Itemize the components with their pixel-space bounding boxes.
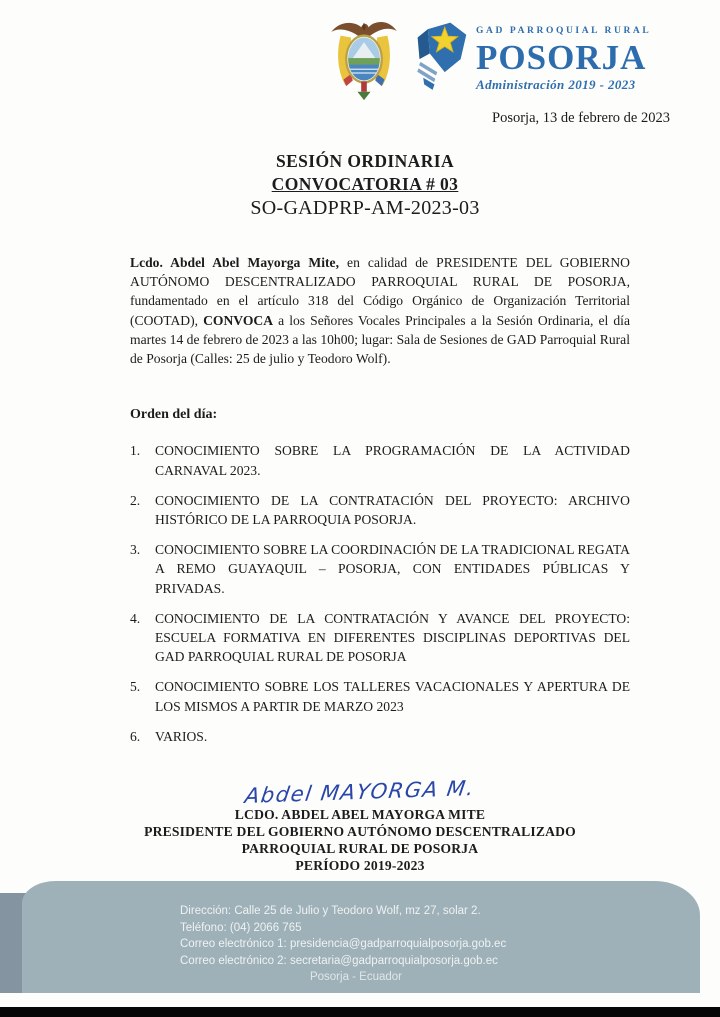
president-name-bold: Lcdo. Abdel Abel Mayorga Mite, bbox=[130, 255, 339, 270]
title-convocatoria-number: CONVOCATORIA # 03 bbox=[271, 174, 459, 194]
agenda-item-number: 5. bbox=[130, 679, 141, 695]
signer-name: LCDO. ABDEL ABEL MAYORGA MITE bbox=[234, 807, 486, 822]
paragraph-segment: a los Señores Vocales Principales a la Sesión Ordinaria, el día martes 14 de febrero de 2023 a las 10h00; lugar: Sala de Sesiones de GAD Parroquial Rural de Posorja (Calles: 25 de julio y Teodoro Wolf). bbox=[130, 312, 630, 367]
convocatoria-paragraph bbox=[130, 253, 630, 368]
document-header bbox=[326, 16, 651, 102]
agenda-item-text: CONOCIMIENTO SOBRE LA PROGRAMACIÓN DE LA ACTIVIDAD CARNAVAL 2023. bbox=[155, 443, 630, 478]
agenda-item-text: CONOCIMIENTO SOBRE LA COORDINACIÓN DE LA TRADICIONAL REGATA A REMO GUAYAQUIL – POSORJA, CON ENTIDADES PÚBLICAS Y PRIVADAS. bbox=[155, 542, 630, 596]
paragraph-segment: en calidad de PRESIDENTE DEL GOBIERNO AUTÓNOMO DESCENTRALIZADO PARROQUIAL RURAL DE POSORJA, fundamentado en el artículo 318 del Código Orgánico de Organización Territorial (COOTAD), bbox=[130, 255, 630, 328]
date-line: Posorja, 13 de febrero de 2023 bbox=[492, 110, 670, 126]
signer-period: PERÍODO 2019-2023 bbox=[295, 858, 425, 873]
agenda-item bbox=[130, 540, 630, 598]
signer-title-line2: PARROQUIAL RURAL DE POSORJA bbox=[241, 841, 479, 856]
agenda-item-text: CONOCIMIENTO SOBRE LOS TALLERES VACACIONALES Y APERTURA DE LOS MISMOS A PARTIR DE MARZO 2023 bbox=[155, 679, 630, 714]
agenda-item-number: 6. bbox=[130, 728, 141, 744]
agenda-item-text: CONOCIMIENTO DE LA CONTRATACIÓN DEL PROYECTO: ARCHIVO HISTÓRICO DE LA PARROQUIA POSORJA. bbox=[155, 492, 630, 528]
agenda-item-number: 4. bbox=[130, 610, 141, 626]
handwritten-signature: Abdel MAYORGA M. bbox=[243, 776, 477, 808]
agenda-item bbox=[130, 677, 630, 715]
agenda-item-text: VARIOS. bbox=[155, 728, 208, 744]
posorja-logo bbox=[412, 18, 651, 100]
footer-email-2: Correo electrónico 2: secretaria@gadparroquialposorja.gob.ec bbox=[180, 954, 498, 967]
agenda-item bbox=[130, 491, 630, 529]
convoca-keyword: CONVOCA bbox=[203, 312, 274, 328]
ecuador-coat-of-arms-icon bbox=[326, 16, 402, 102]
agenda-item bbox=[130, 609, 630, 667]
signature-block bbox=[0, 776, 720, 874]
title-block bbox=[0, 150, 720, 221]
agenda-item bbox=[130, 441, 630, 479]
agenda-item-text: CONOCIMIENTO DE LA CONTRATACIÓN Y AVANCE DEL PROYECTO: ESCUELA FORMATIVA EN DIFERENTES DISCIPLINAS DEPORTIVAS DEL GAD PARROQUIAL RURAL DE POSORJA bbox=[155, 610, 630, 665]
footer-band bbox=[22, 881, 700, 993]
footer-contact-block bbox=[180, 903, 532, 986]
agenda-item bbox=[130, 727, 630, 746]
document-body bbox=[130, 253, 630, 757]
logo-text-block bbox=[476, 27, 651, 91]
agenda-item-number: 1. bbox=[130, 443, 141, 459]
footer-location: Posorja - Ecuador bbox=[309, 971, 403, 983]
agenda-item-number: 2. bbox=[130, 492, 141, 508]
title-document-code: SO-GADPRP-AM-2023-03 bbox=[250, 197, 480, 219]
posorja-star-shield-icon bbox=[412, 20, 470, 100]
logo-org-name: POSORJA bbox=[476, 37, 647, 77]
agenda-heading: Orden del día: bbox=[130, 407, 218, 423]
logo-admin-line: Administración 2019 - 2023 bbox=[476, 76, 636, 92]
signer-title-line1: PRESIDENTE DEL GOBIERNO AUTÓNOMO DESCENTRALIZADO bbox=[144, 824, 576, 839]
agenda-item-number: 3. bbox=[130, 542, 141, 558]
scan-bottom-edge bbox=[0, 1007, 720, 1017]
agenda-list bbox=[130, 441, 630, 746]
footer-phone: Teléfono: (04) 2066 765 bbox=[180, 921, 302, 934]
footer-address: Dirección: Calle 25 de Julio y Teodoro Wolf, mz 27, solar 2. bbox=[180, 905, 481, 917]
logo-org-type: GAD PARROQUIAL RURAL bbox=[476, 26, 652, 37]
footer-email-1: Correo electrónico 1: presidencia@gadparroquialposorja.gob.ec bbox=[180, 938, 507, 950]
title-session-type: SESIÓN ORDINARIA bbox=[275, 151, 455, 171]
